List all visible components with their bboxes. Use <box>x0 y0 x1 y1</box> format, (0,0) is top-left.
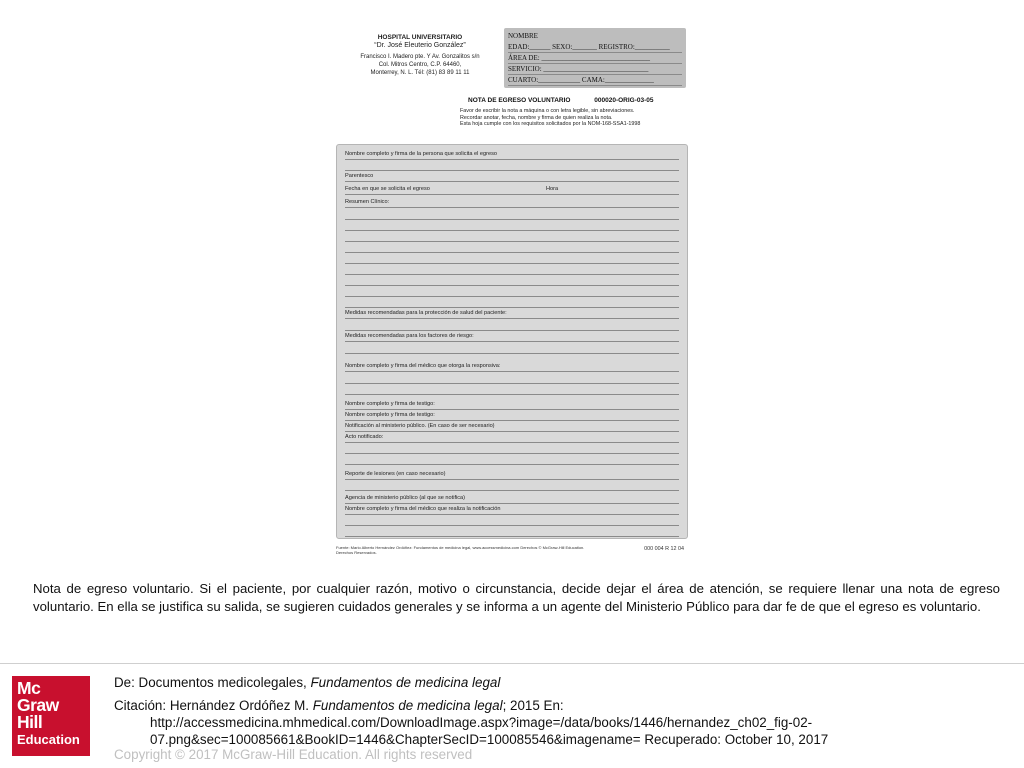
field-testigo-2 <box>345 410 679 421</box>
blank-line <box>345 373 679 384</box>
logo-line: Mc <box>17 678 41 698</box>
form-source-note: Fuente: Mario Alberto Hernández Ordóñez: Fundamentos de medicina legal, www.accessmedicina.com Derechos © McGraw-Hill Education. Derechos Reservados. <box>336 545 585 555</box>
blank-line <box>345 526 679 537</box>
instruction-line: Esta hoja cumple con los requisitos solicitados por la NOM-168-SSA1-1998 <box>460 121 641 128</box>
field-testigo-1 <box>345 399 679 410</box>
form-title-row <box>468 97 688 104</box>
logo-line: Hill <box>17 712 43 732</box>
field-medico-notificacion <box>345 504 679 515</box>
blank-line <box>345 286 679 297</box>
field-acto <box>345 432 679 443</box>
blank-line <box>345 264 679 275</box>
footer-citation-book: Fundamentos de medicina legal <box>312 698 503 713</box>
blank-line <box>345 231 679 242</box>
hospital-address-3: Monterrey, N. L. Tél: (81) 83 89 11 11 <box>370 70 470 76</box>
form-title: NOTA DE EGRESO VOLUNTARIO <box>468 97 571 104</box>
blank-line <box>345 242 679 253</box>
logo-line: Graw <box>17 695 59 715</box>
patient-cuarto: CUARTO:____________ CAMA:______________ <box>508 75 682 86</box>
field-parentesco <box>345 171 679 182</box>
field-solicitante <box>345 149 679 160</box>
field-label: Notificación al ministerio público. (En caso de ser necesario) <box>345 423 495 429</box>
field-label: Fecha en que se solicita el egreso <box>345 186 430 192</box>
blank-line <box>345 320 679 331</box>
field-medico-responsiva <box>345 361 679 372</box>
footer-url-line-1[interactable]: http://accessmedicina.mhmedical.com/DownloadImage.aspx?image=/data/books/1446/hernandez_ch02_fig-02- <box>150 715 813 730</box>
footer-citation-suffix: ; 2015 En: <box>502 698 564 713</box>
figure-caption: Nota de egreso voluntario. Si el paciente, por cualquier razón, motivo o circunstancia, decide dejar el área de atención, se requiere llenar una nota de egreso voluntario. En ella se justifica su salida, se sugieren cuidados generales y se informa a un agente del Ministerio Público para dar fe de que el egreso es voluntario. <box>33 581 1000 614</box>
field-label: Parentesco <box>345 173 374 179</box>
field-label: Medidas recomendadas para los factores de riesgo: <box>345 333 474 339</box>
footer-copyright: Copyright © 2017 McGraw-Hill Education. All rights reserved <box>114 747 473 762</box>
hospital-address-1: Francisco I. Madero pte. Y Av. Gonzalitos s/n <box>360 54 480 60</box>
field-medidas-riesgo <box>345 331 679 342</box>
blank-line <box>345 343 679 354</box>
form-instructions <box>460 108 686 128</box>
patient-nombre: NOMBRE <box>508 32 538 40</box>
blank-line <box>345 160 679 171</box>
form-code-top: 000020-ORIG-03-05 <box>594 97 654 104</box>
field-label: Nombre completo y firma del médico que otorga la responsiva: <box>345 363 501 369</box>
blank-line <box>345 275 679 286</box>
blank-line <box>345 454 679 465</box>
footer-source-book: Fundamentos de medicina legal <box>310 675 501 690</box>
patient-servicio: SERVICIO: ______________________________ <box>508 64 682 75</box>
footer-source <box>114 674 500 691</box>
field-label: Nombre completo y firma de la persona que solicita el egreso <box>345 151 498 157</box>
field-resumen <box>345 197 679 208</box>
blank-line <box>345 209 679 220</box>
field-label: Nombre completo y firma de testigo: <box>345 412 435 418</box>
footer-citation-prefix: Citación: Hernández Ordóñez M <box>114 698 306 713</box>
field-label-hora: Hora <box>546 186 559 192</box>
instruction-line: Favor de escribir la nota a máquina o con letra legible, sin abreviaciones. <box>460 108 635 114</box>
blank-line <box>345 253 679 264</box>
blank-line <box>345 220 679 231</box>
logo-line: Education <box>17 732 80 747</box>
footer-url-line-2[interactable]: 07.png&sec=100085661&BookID=1446&ChapterSecID=100085546&imagename= Recuperado: October 10, 2017 <box>150 732 829 747</box>
patient-edad: EDAD:______ SEXO:_______ REGISTRO:__________ <box>508 42 682 53</box>
blank-line <box>345 384 679 395</box>
blank-line <box>345 443 679 454</box>
blank-line <box>345 515 679 526</box>
field-label: Reporte de lesiones (en caso necesario) <box>345 471 446 477</box>
hospital-subname: “Dr. José Eleuterio González” <box>374 42 466 49</box>
instruction-line: Recordar anotar, fecha, nombre y firma de quien realiza la nota. <box>460 114 613 121</box>
patient-area: ÁREA DE: _______________________________ <box>508 53 682 64</box>
field-label: Acto notificado: <box>345 434 384 440</box>
patient-info-box <box>504 28 686 88</box>
field-label: Agencia de ministerio público (al que se notifica) <box>345 495 466 501</box>
field-label: Medidas recomendadas para la protección de salud del paciente: <box>345 310 507 316</box>
field-medidas-salud <box>345 308 679 319</box>
blank-line <box>345 480 679 491</box>
field-agencia <box>345 493 679 504</box>
field-label: Nombre completo y firma de testigo: <box>345 401 435 407</box>
form-code-bottom: 000 004 R 12 04 <box>644 546 684 552</box>
field-reporte <box>345 469 679 480</box>
field-label: Nombre completo y firma del médico que realiza la notificación <box>345 506 501 512</box>
mcgraw-hill-logo <box>12 676 90 756</box>
footer-source-prefix: De: Documentos medicolegales, <box>114 675 311 690</box>
hospital-name: HOSPITAL UNIVERSITARIO <box>377 34 463 41</box>
form-panel <box>336 144 688 539</box>
hospital-address-2: Col. Mitros Centro, C.P. 64460, <box>378 62 462 68</box>
divider <box>0 663 1024 664</box>
form-figure <box>330 22 692 560</box>
footer-citation: Citación: Hernández Ordóñez M. Fundamentos de medicina legal; 2015 En: <box>114 698 564 713</box>
hospital-header <box>350 34 490 77</box>
field-label: Resumen Clínico: <box>345 199 390 205</box>
field-fecha <box>345 184 679 195</box>
field-notificacion <box>345 421 679 432</box>
blank-line <box>345 297 679 308</box>
